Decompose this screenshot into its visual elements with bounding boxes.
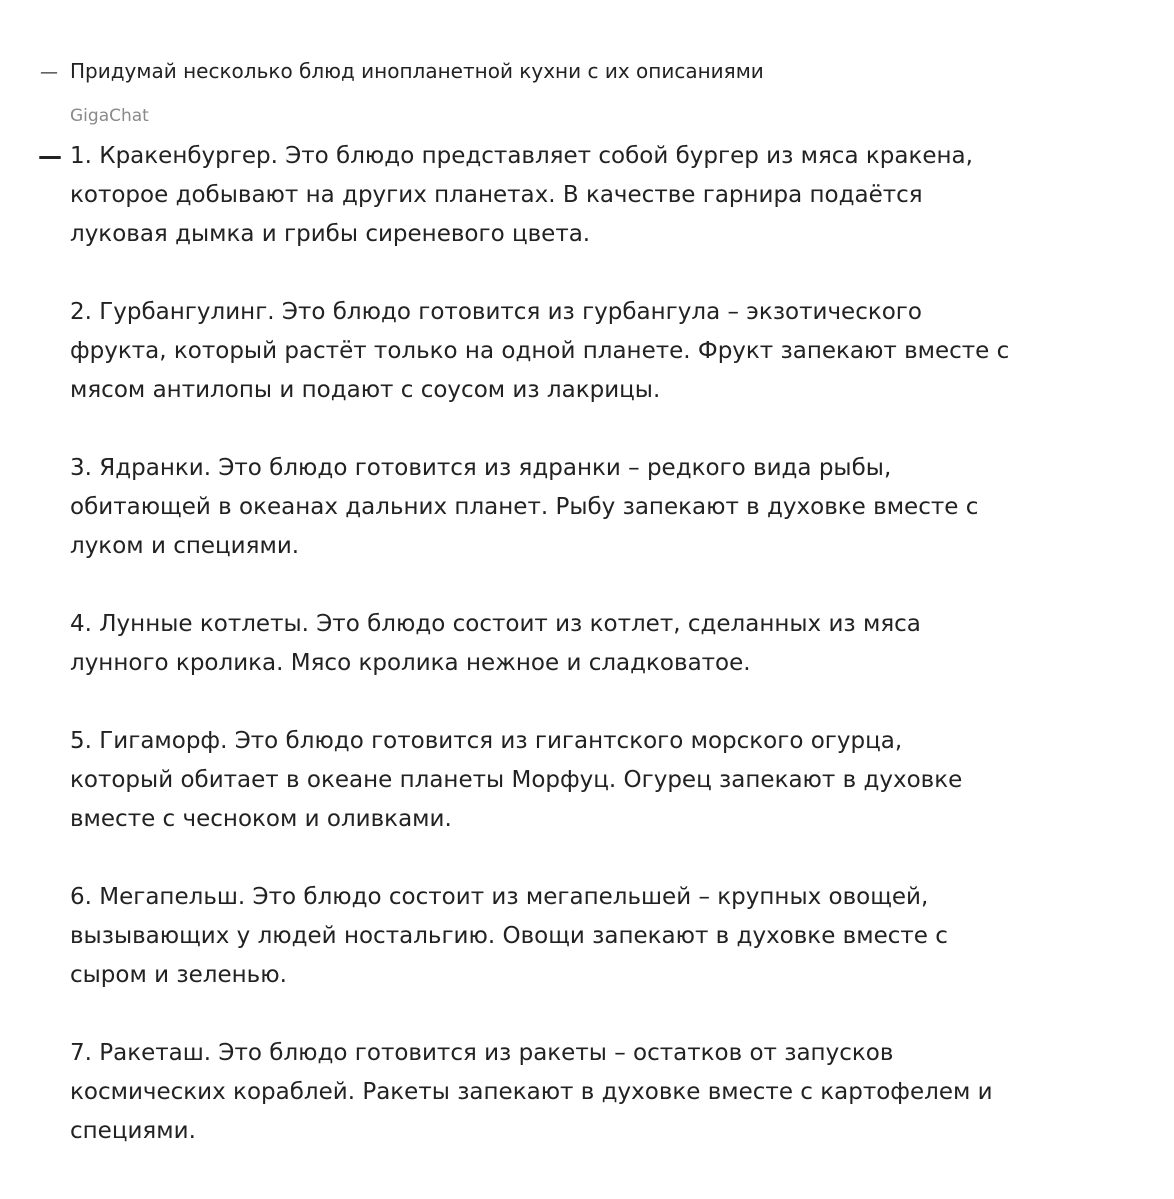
dash-marker-icon: — [38, 142, 62, 170]
dish-line: 4. Лунные котлеты. Это блюдо состоит из котлет, сделанных из мяса [70, 611, 921, 637]
dash-marker-icon: — [40, 62, 58, 83]
assistant-sender-name: GigaChat [70, 106, 149, 126]
dish-line: мясом антилопы и подают с соусом из лакрицы. [70, 377, 661, 403]
dish-line: луком и специями. [70, 533, 300, 559]
dish-line: обитающей в океанах дальних планет. Рыбу запекают в духовке вместе с [70, 494, 979, 520]
dish-line: лунного кролика. Мясо кролика нежное и сладковатое. [70, 650, 751, 676]
dish-item [70, 1034, 1118, 1151]
dish-line: 7. Ракеташ. Это блюдо готовится из ракеты – остатков от запусков [70, 1040, 894, 1066]
dish-line: вместе с чесноком и оливками. [70, 806, 452, 832]
dish-line: который обитает в океане планеты Морфуц. Огурец запекают в духовке [70, 767, 963, 793]
dish-line: вызывающих у людей ностальгию. Овощи запекают в духовке вместе с [70, 923, 948, 949]
dish-line: космических кораблей. Ракеты запекают в духовке вместе с картофелем и [70, 1079, 993, 1105]
dish-item [70, 137, 1118, 254]
dish-line: специями. [70, 1118, 196, 1144]
dish-item [70, 722, 1118, 839]
assistant-message [38, 137, 1118, 1151]
dish-line: 5. Гигаморф. Это блюдо готовится из гигантского морского огурца, [70, 728, 903, 754]
dish-line: 6. Мегапельш. Это блюдо состоит из мегапельшей – крупных овощей, [70, 884, 929, 910]
dish-item [70, 449, 1118, 566]
dish-line: которое добывают на других планетах. В качестве гарнира подаётся [70, 182, 923, 208]
dish-line: 1. Кракенбургер. Это блюдо представляет собой бургер из мяса кракена, [70, 143, 973, 169]
dish-item [70, 605, 1118, 683]
dish-line: 2. Гурбангулинг. Это блюдо готовится из гурбангула – экзотического [70, 299, 922, 325]
dish-line: луковая дымка и грибы сиреневого цвета. [70, 221, 591, 247]
dish-line: 3. Ядранки. Это блюдо готовится из ядранки – редкого вида рыбы, [70, 455, 892, 481]
dish-line: сыром и зеленью. [70, 962, 287, 988]
assistant-message-body [70, 137, 1118, 1151]
user-message-text: Придумай несколько блюд инопланетной кухни с их описаниями [70, 59, 764, 83]
user-message [40, 56, 764, 88]
dish-line: фрукта, который растёт только на одной планете. Фрукт запекают вместе с [70, 338, 1010, 364]
dish-item [70, 878, 1118, 995]
dish-item [70, 293, 1118, 410]
